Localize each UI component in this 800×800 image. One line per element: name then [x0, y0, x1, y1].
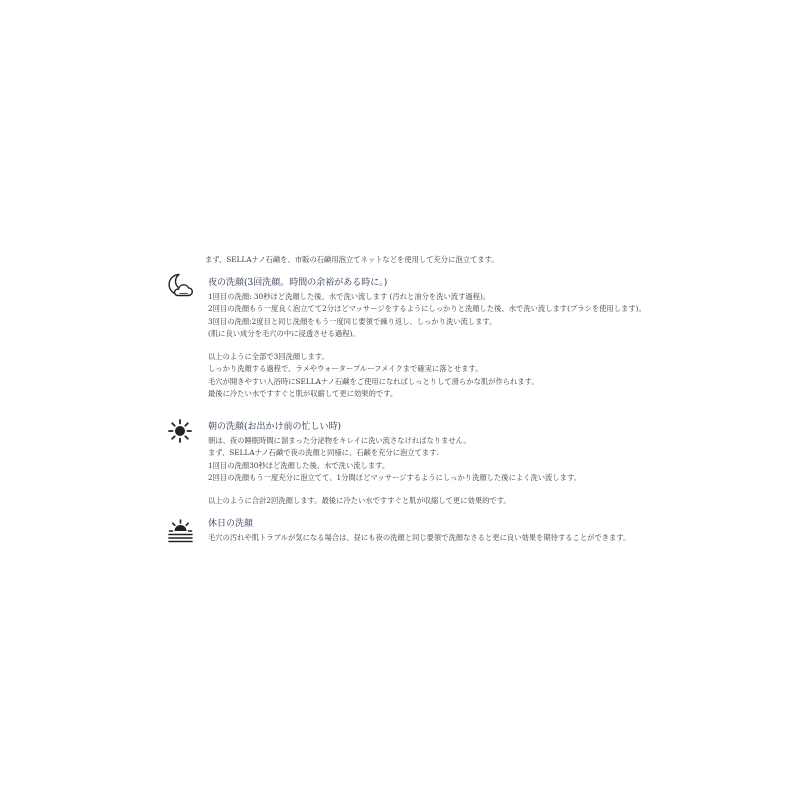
night-summary-1: 以上のように全部で3回洗顔します。 — [208, 351, 329, 361]
morning-step-3: 1回目の洗顔30秒ほど洗顔した後、水で洗い流します。 — [208, 460, 390, 470]
morning-wash-heading: 朝の洗顔(お出かけ前の忙しい時) — [208, 422, 342, 432]
morning-step-2: まず、SELLAナノ石鹸で夜の洗顔と同様に、石鹸を充分に泡立てます. — [208, 448, 439, 458]
night-wash-section — [208, 277, 646, 400]
holiday-wash-section — [208, 518, 630, 544]
sunrise-icon — [167, 517, 194, 545]
morning-step-4: 2回目の洗顔もう一度充分に泡立てて、1分間ほどマッサージするようにしっかり洗顔した後によく洗い流します。 — [208, 473, 581, 483]
moon-cloud-icon — [167, 272, 194, 299]
night-step-1: 1回目の洗顔: 30秒ほど洗顔した後、水で洗い流します (汚れと油分を洗い流す過程)。 — [208, 292, 491, 301]
night-wash-steps — [208, 291, 646, 341]
morning-wash-summary — [208, 495, 581, 507]
night-wash-summary — [208, 351, 646, 401]
night-summary-2: しっかり洗顔する過程で、ラメやウォータープルーフメイクまで確実に落とせます。 — [208, 364, 483, 374]
morning-wash-steps — [208, 435, 581, 485]
morning-summary-1: 以上のように合計2回洗顔します。最後に冷たい水ですすぐと肌が収縮して更に効果的です。 — [208, 495, 511, 505]
holiday-wash-heading: 休日の洗顔 — [208, 519, 254, 529]
holiday-wash-text — [208, 532, 630, 544]
intro-text: まず、SELLAナノ石鹸を、市販の石鹸用泡立てネットなどを使用して充分に泡立てます。 — [205, 255, 499, 264]
night-summary-4: 最後に冷たい水ですすぐと肌が収縮して更に効果的です。 — [208, 388, 398, 398]
night-step-note: (肌に良い成分を毛穴の中に浸透させる過程)。 — [208, 329, 360, 339]
night-step-2: 2回目の洗顔もう一度良く泡立てて2分ほどマッサージをするようにしっかりと洗顔した後、水で洗い流します(ブラシを使用します)。 — [208, 304, 646, 314]
holiday-line-1: 毛穴の汚れや肌トラブルが気になる場合は、昼にも夜の洗顔と同じ要領で洗顔なさると更に良い効果を期待することができます。 — [208, 533, 631, 542]
morning-step-1: 朝は、夜の睡眠時間に溜まった分泌物をキレイに洗い流さなければなりません。 — [208, 436, 471, 445]
night-step-3: 3回目の洗顔:2度目と同じ洗顔をもう一度同じ要領で繰り返し、しっかり洗い流します。 — [208, 316, 497, 326]
morning-wash-section — [208, 421, 581, 507]
sun-icon — [167, 418, 193, 444]
night-summary-3: 毛穴が開きやすい入浴時にSELLAナノ石鹸をご使用になればしっとりして滑らかな肌が作られます。 — [208, 376, 539, 386]
night-wash-heading: 夜の洗顔(3回洗顔。時間の余裕がある時に。) — [208, 278, 388, 288]
